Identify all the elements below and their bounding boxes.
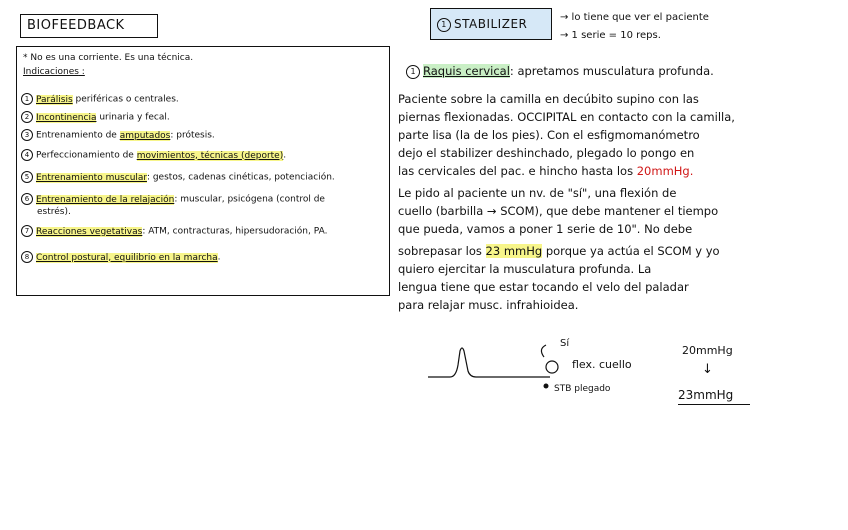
sketch-bottom-value: 23mmHg <box>678 388 750 405</box>
indicacion-item-8: 8 Control postural, equilibrio en la marcha. <box>21 251 221 263</box>
biofeedback-title: BIOFEEDBACK <box>20 14 158 38</box>
raquis-heading: 1 Raquis cervical: apretamos musculatura profunda. <box>406 64 714 79</box>
nod-arrow-icon <box>541 345 546 357</box>
para-line-2: piernas flexionadas. OCCIPITAL en contacto con la camilla, <box>398 110 735 124</box>
indicacion-item-3: 3 Entrenamiento de amputados: prótesis. <box>21 129 215 141</box>
stabilizer-note-2: → 1 serie = 10 reps. <box>560 30 661 41</box>
stabilizer-note-1: → lo tiene que ver el paciente <box>560 12 709 23</box>
para-line-9: sobrepasar los 23 mmHg porque ya actúa el SCOM y yo <box>398 244 720 258</box>
indicacion-item-7: 7 Reacciones vegetativas: ATM, contracturas, hipersudoración, PA. <box>21 225 327 237</box>
para-line-8: que pueda, vamos a poner 1 serie de 10". No debe <box>398 222 693 236</box>
sketch-si: Sí <box>560 338 570 349</box>
head-circle-icon <box>546 361 558 373</box>
bullet-dot-icon <box>544 384 549 389</box>
sketch-arrow: ↓ <box>702 362 713 377</box>
para-line-11: lengua tiene que estar tocando el velo del paladar <box>398 280 689 294</box>
indicacion-item-6: 6 Entrenamiento de la relajación: muscular, psicógena (control de <box>21 193 325 205</box>
para-line-10: quiero ejercitar la musculatura profunda. La <box>398 262 652 276</box>
pressure-20: 20mmHg. <box>636 164 694 178</box>
biofeedback-box <box>16 46 390 296</box>
indicacion-item-5: 5 Entrenamiento muscular: gestos, cadenas cinéticas, potenciación. <box>21 171 335 183</box>
sketch-top-value: 20mmHg <box>682 344 733 357</box>
indicacion-item-4: 4 Perfeccionamiento de movimientos, técnicas (deporte). <box>21 149 286 161</box>
stabilizer-title: 1 STABILIZER <box>430 8 552 40</box>
sketch-stb: STB plegado <box>554 384 611 394</box>
para-line-3: parte lisa (la de los pies). Con el esfigmomanómetro <box>398 128 700 142</box>
indicaciones-label: Indicaciones : <box>23 67 85 77</box>
para-line-4: dejo el stabilizer deshinchado, plegado lo pongo en <box>398 146 695 160</box>
indicacion-item-1: 1 Parálisis periféricas o centrales. <box>21 93 179 105</box>
para-line-1: Paciente sobre la camilla en decúbito supino con las <box>398 92 699 106</box>
para-line-5: las cervicales del pac. e hincho hasta los 20mmHg. <box>398 164 694 178</box>
pressure-curve-sketch <box>420 335 620 415</box>
para-line-12: para relajar musc. infrahioidea. <box>398 298 579 312</box>
bio-intro: * No es una corriente. Es una técnica. <box>23 53 194 63</box>
pressure-23: 23 mmHg <box>485 244 543 258</box>
sketch-flex: flex. cuello <box>572 358 632 371</box>
indicacion-item-2: 2 Incontinencia urinaria y fecal. <box>21 111 170 123</box>
indicacion-item-6-cont: estrés). <box>37 207 71 217</box>
para-line-7: cuello (barbilla → SCOM), que debe mantener el tiempo <box>398 204 719 218</box>
para-line-6: Le pido al paciente un nv. de "sí", una flexión de <box>398 186 677 200</box>
